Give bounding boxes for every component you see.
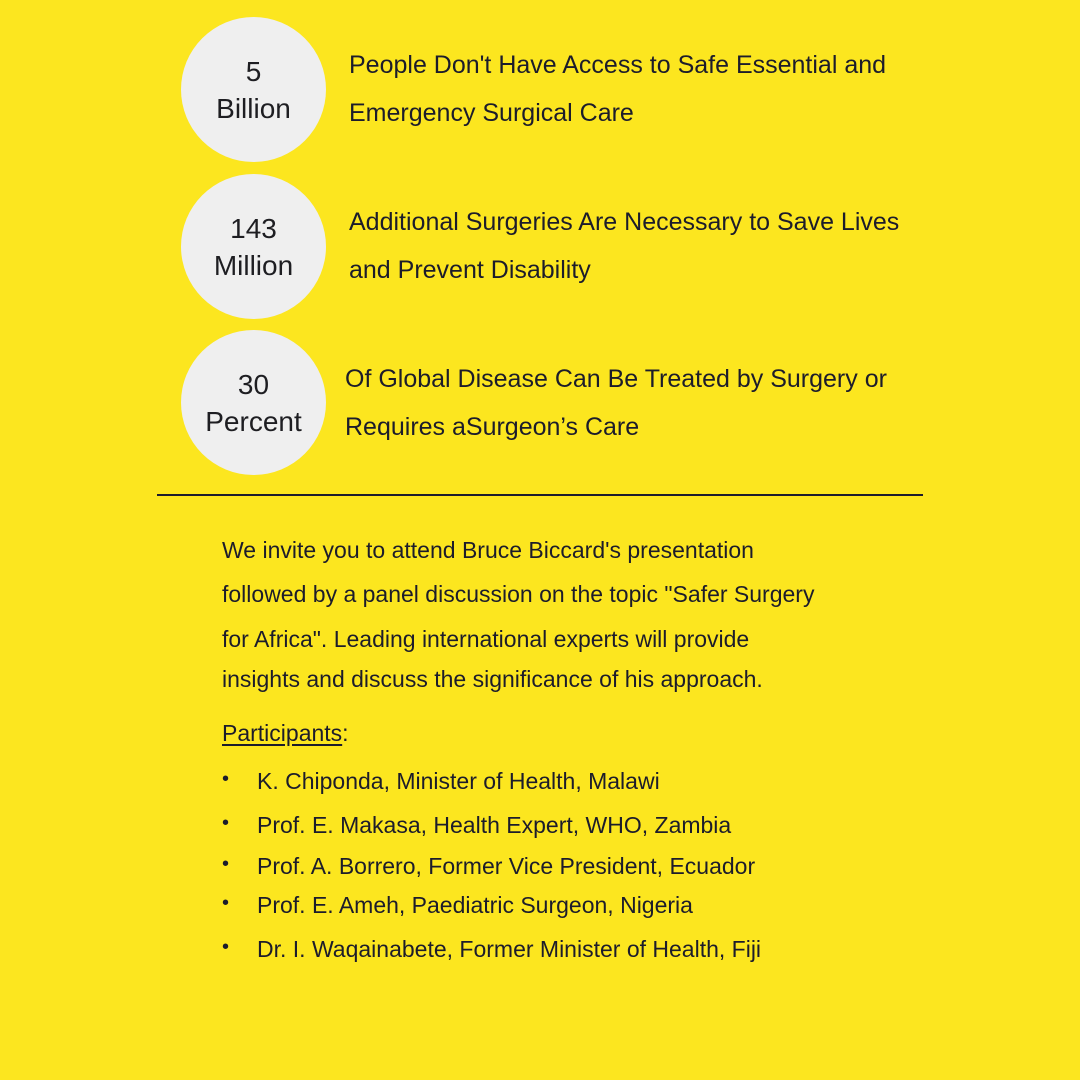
bullet-icon: • bbox=[222, 853, 230, 875]
stat-description-line: Emergency Surgical Care bbox=[349, 99, 634, 127]
bullet-icon: • bbox=[222, 768, 230, 790]
stat-description bbox=[345, 355, 887, 451]
section-divider bbox=[157, 494, 923, 496]
bullet-icon: • bbox=[222, 936, 230, 958]
stat-number: 143 bbox=[230, 212, 277, 244]
stat-description-line: and Prevent Disability bbox=[349, 256, 591, 284]
invitation-line: We invite you to attend Bruce Biccard's presentation bbox=[222, 537, 754, 563]
participant-name: Prof. A. Borrero, Former Vice President, Ecuador bbox=[257, 853, 756, 879]
invitation-line: insights and discuss the significance of his approach. bbox=[222, 666, 763, 692]
participant-name: Prof. E. Makasa, Health Expert, WHO, Zambia bbox=[257, 812, 732, 838]
stat-circle-billion bbox=[181, 17, 326, 162]
bullet-icon: • bbox=[222, 812, 230, 834]
stat-number: 5 bbox=[245, 55, 262, 87]
stat-description bbox=[349, 41, 886, 137]
participant-name: Prof. E. Ameh, Paediatric Surgeon, Nigeria bbox=[257, 892, 693, 918]
participants-heading-label: Participants bbox=[222, 720, 343, 746]
participants-heading bbox=[222, 720, 349, 747]
stat-circle-percent bbox=[181, 330, 326, 475]
bullet-icon: • bbox=[222, 892, 230, 914]
stat-circle-million bbox=[181, 174, 326, 319]
stat-unit: Million bbox=[213, 249, 294, 281]
invitation-line: followed by a panel discussion on the topic "Safer Surgery bbox=[222, 581, 815, 607]
stat-description-line: Requires aSurgeon’s Care bbox=[345, 413, 640, 441]
stat-unit: Percent bbox=[205, 405, 302, 437]
invitation-line: for Africa". Leading international experts will provide bbox=[222, 626, 750, 652]
stat-number: 30 bbox=[237, 368, 270, 400]
participant-name: K. Chiponda, Minister of Health, Malawi bbox=[257, 768, 660, 794]
stat-description bbox=[349, 198, 899, 294]
participants-heading-colon: : bbox=[342, 720, 349, 746]
participant-name: Dr. I. Waqainabete, Former Minister of Health, Fiji bbox=[257, 936, 762, 962]
stat-unit: Billion bbox=[216, 92, 291, 124]
stat-description-line: Of Global Disease Can Be Treated by Surgery or bbox=[345, 365, 887, 393]
stat-description-line: People Don't Have Access to Safe Essential and bbox=[349, 51, 887, 79]
stat-description-line: Additional Surgeries Are Necessary to Save Lives bbox=[349, 208, 900, 236]
